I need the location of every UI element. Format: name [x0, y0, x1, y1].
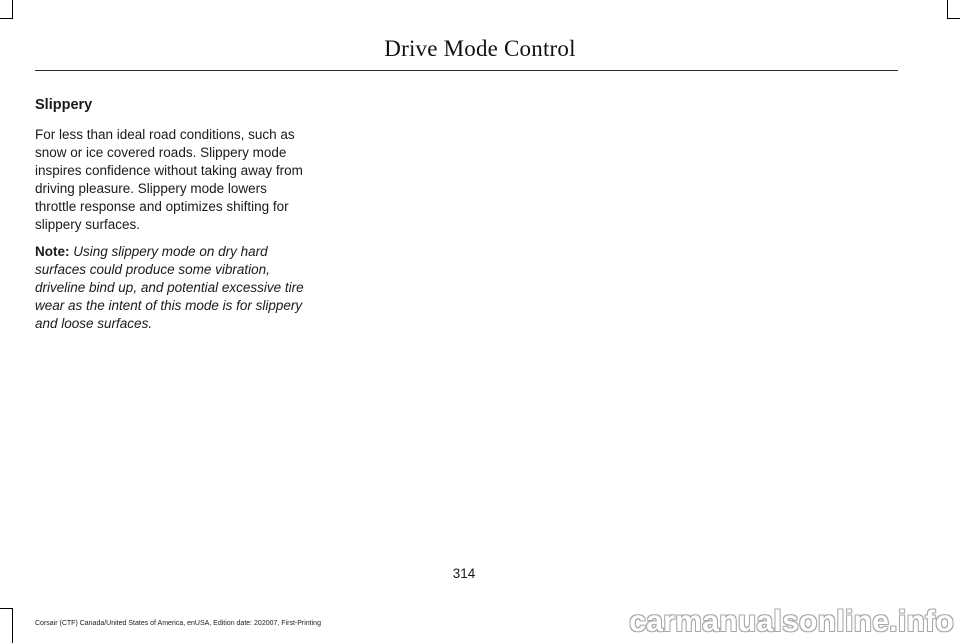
- crop-mark-top-left-vertical: [12, 0, 13, 18]
- section-heading: Slippery: [35, 97, 93, 113]
- crop-mark-top-right-vertical: [947, 0, 948, 18]
- crop-mark-bottom-left-vertical: [12, 608, 13, 643]
- note-label: Note:: [35, 244, 70, 259]
- edition-footer: Corsair (CTF) Canada/United States of America, enUSA, Edition date: 202007, First-Printing: [35, 620, 321, 627]
- header-divider: [35, 70, 898, 71]
- crop-mark-top-left-horizontal: [0, 18, 13, 19]
- crop-mark-top-right-horizontal: [947, 18, 960, 19]
- note-text: Using slippery mode on dry hard surfaces could produce some vibration, driveline bind up, and potential excessive tire wear as the intent of this mode is for slippery and loose surfaces.: [35, 244, 304, 331]
- section-body: For less than ideal road conditions, such as snow or ice covered roads. Slippery mode inspires confidence without taking away from driving pleasure. Slippery mode lowers throttle response and optimizes shifting for slippery surfaces.: [35, 127, 303, 232]
- crop-mark-bottom-left-horizontal: [0, 608, 13, 609]
- note-paragraph: [35, 243, 310, 333]
- watermark-logo: carmanualsonline.info: [629, 605, 954, 638]
- content-column: [35, 94, 310, 342]
- page-number: 314: [452, 566, 476, 581]
- page-title: Drive Mode Control: [384, 36, 576, 61]
